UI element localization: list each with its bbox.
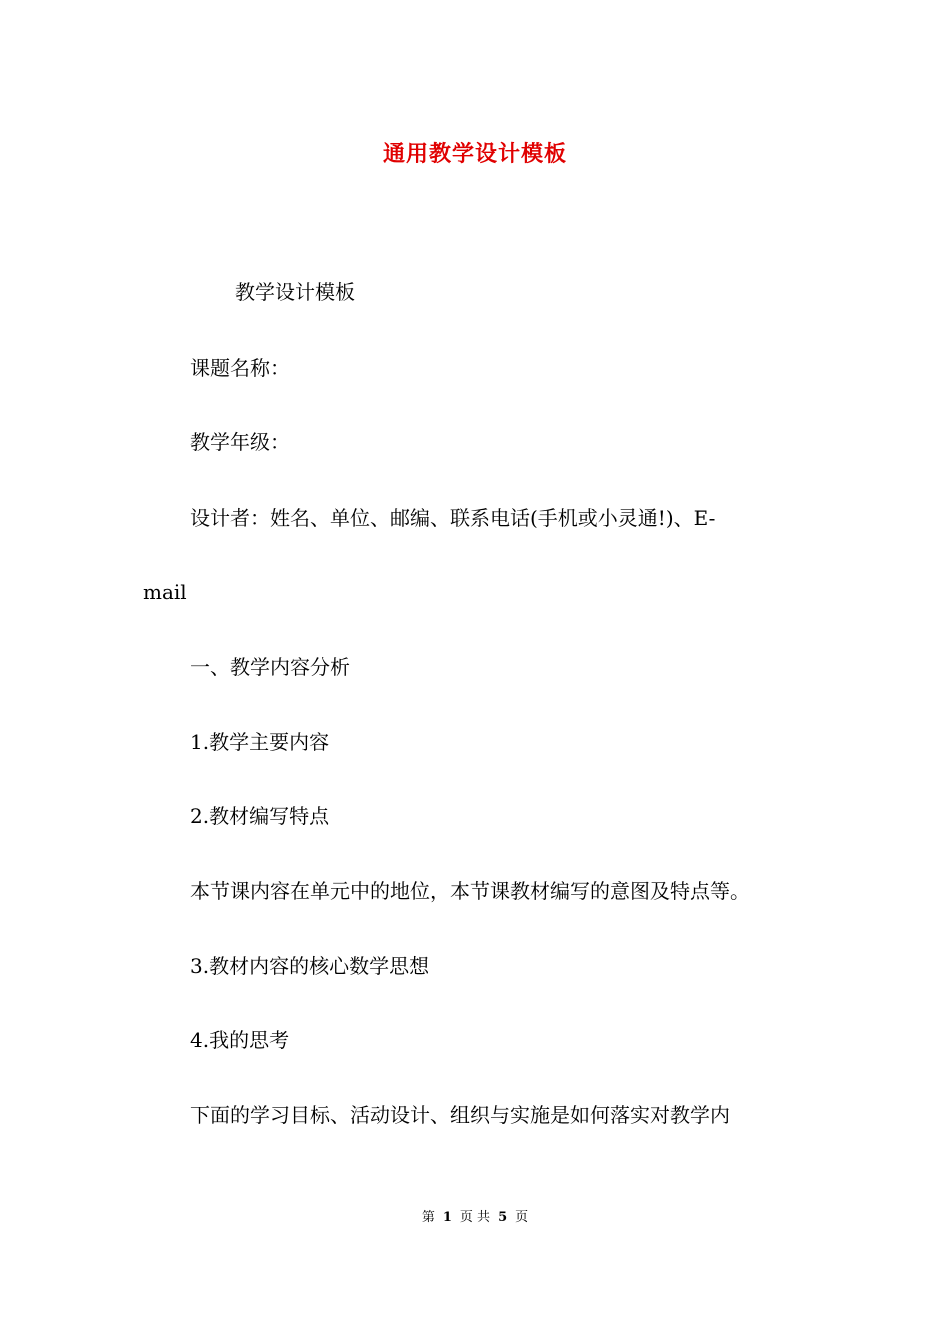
text-line-designer-cont: mail [143,580,187,604]
footer-total-pages: 5 [498,1210,508,1225]
section-heading-content-analysis: 一、教学内容分析 [190,655,350,679]
text-line-item-3: 3.教材内容的核心数学思想 [190,954,430,978]
text-line-template-heading: 教学设计模板 [235,280,355,304]
footer-suffix: 页 [515,1210,529,1225]
text-line-item-4: 4.我的思考 [190,1028,290,1052]
text-line-designer: 设计者：姓名、单位、邮编、联系电话(手机或小灵通!)、E- [190,506,716,530]
page-footer [0,1208,950,1228]
text-line-topic-name: 课题名称： [190,356,290,380]
text-line-last: 下面的学习目标、活动设计、组织与实施是如何落实对教学内 [190,1103,730,1127]
document-title: 通用教学设计模板 [382,141,567,167]
text-line-item-2: 2.教材编写特点 [190,804,330,828]
footer-prefix: 第 [421,1210,435,1225]
text-line-paragraph: 本节课内容在单元中的地位，本节课教材编写的意图及特点等。 [190,879,750,903]
footer-current-page: 1 [442,1210,452,1225]
text-line-grade: 教学年级： [190,430,290,454]
text-line-item-1: 1.教学主要内容 [190,730,330,754]
footer-mid: 页 共 [459,1210,491,1225]
